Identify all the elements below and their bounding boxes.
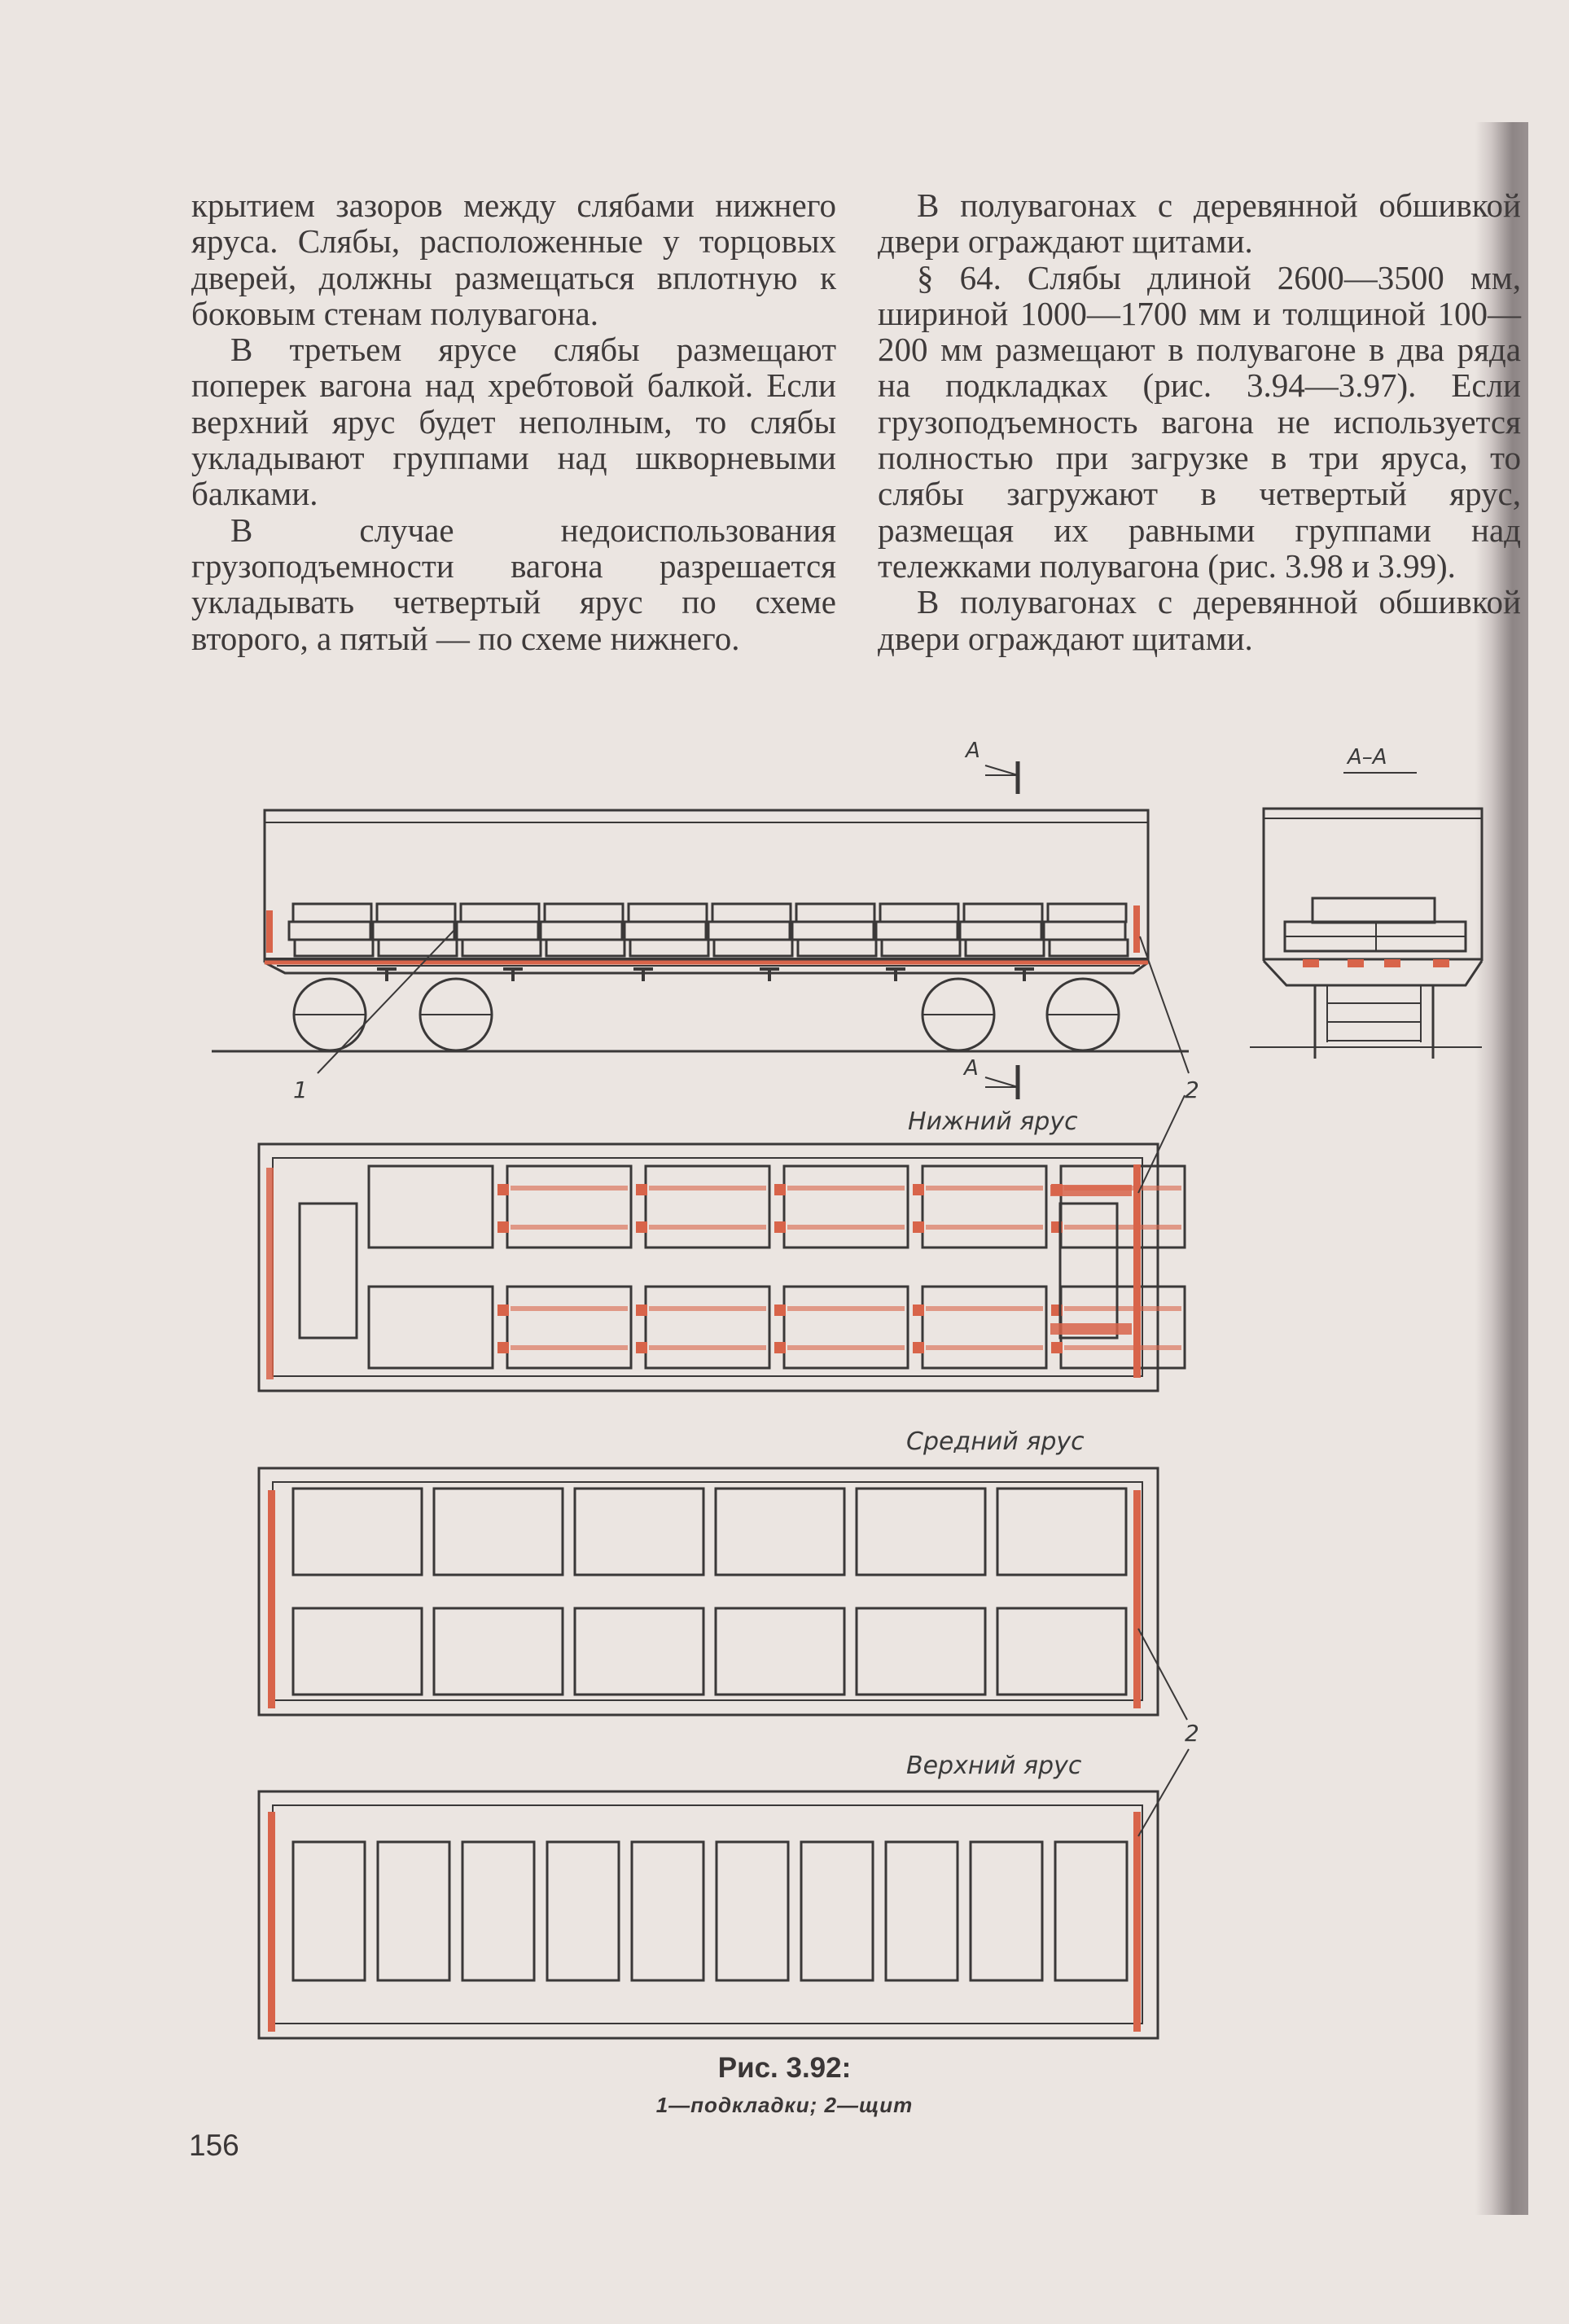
slab-top: [293, 904, 371, 922]
side-view-slabs: [289, 904, 1128, 956]
slab-top: [796, 904, 874, 922]
paragraph: крытием зазоров между слябами нижнего яруса. Слябы, расположенные у торцовых дверей, должны размещаться вплотную к боковым стенам полувагона.: [191, 186, 836, 332]
slab: [293, 1842, 365, 1980]
slab: [801, 1842, 873, 1980]
bearer-end: [774, 1342, 786, 1353]
paragraph: В полувагонах с деревянной обшивкой двери ограждают щитами.: [878, 583, 1521, 657]
section-mark-bottom: А: [964, 1056, 979, 1081]
slab-bottom: [546, 940, 625, 956]
slab: [434, 1489, 563, 1575]
slab-middle: [792, 922, 874, 940]
figure-caption-title: Рис. 3.92:: [717, 2052, 852, 2084]
slab: [575, 1489, 703, 1575]
bearer: [1064, 1225, 1181, 1230]
slab-bottom: [882, 940, 960, 956]
bearer: [649, 1186, 766, 1191]
slab-middle: [373, 922, 454, 940]
bearer-end: [913, 1221, 924, 1233]
plan-upper-tier: [259, 1749, 1189, 2038]
slab: [293, 1608, 422, 1695]
bearer-end: [913, 1184, 924, 1195]
bearer-end: [774, 1221, 786, 1233]
tier-label-middle: Средний ярус: [906, 1427, 1085, 1456]
slab: [434, 1608, 563, 1695]
paragraph: В полувагонах с деревянной обшивкой двери ограждают щитами.: [878, 186, 1521, 261]
plan-middle-tier: [259, 1468, 1187, 1720]
slab: [507, 1287, 631, 1368]
slab-middle: [876, 922, 958, 940]
slab-top: [712, 904, 791, 922]
cross-member: [886, 969, 905, 981]
slab-bottom: [462, 940, 541, 956]
tier-label-lower: Нижний ярус: [908, 1107, 1078, 1136]
slab-middle: [625, 922, 706, 940]
cross-member: [633, 969, 653, 981]
paragraph: В третьем ярусе слябы размещают поперек вагона над хребтовой балкой. Если верхний ярус будет неполным, то слябы укладывают группами над шкворневыми балками.: [191, 331, 836, 513]
page-number: 156: [189, 2129, 239, 2162]
slab-middle: [541, 922, 622, 940]
slab: [997, 1608, 1126, 1695]
slab-bottom: [295, 940, 373, 956]
slab: [923, 1287, 1046, 1368]
bearer-end: [497, 1184, 509, 1195]
bearer: [787, 1225, 905, 1230]
slab-bottom: [714, 940, 792, 956]
slab: [378, 1842, 449, 1980]
cross-member: [377, 969, 397, 981]
bearer-end: [913, 1305, 924, 1316]
callout-1: 1: [293, 1076, 308, 1103]
cross-member: [760, 969, 779, 981]
slab-bottom: [798, 940, 876, 956]
slab: [1061, 1166, 1185, 1248]
bearer: [511, 1345, 628, 1350]
bearer: [649, 1225, 766, 1230]
bearer-end: [497, 1221, 509, 1233]
slab: [923, 1166, 1046, 1248]
cross-member: [503, 969, 523, 981]
paragraph: В случае недоиспользования грузоподъемности вагона разрешается укладывать четвертый ярус по схеме второго, а пятый — по схеме нижнего.: [191, 511, 836, 657]
side-view-sleepers: [377, 969, 1034, 981]
slab-top: [880, 904, 958, 922]
figure-caption-legend: 1—подкладки; 2—щит: [655, 2093, 914, 2117]
bearer: [926, 1345, 1043, 1350]
slab: [717, 1842, 788, 1980]
slab-middle: [1044, 922, 1125, 940]
bearer-end: [636, 1221, 647, 1233]
upper-tier-slabs: [293, 1842, 1127, 1980]
bearer: [787, 1186, 905, 1191]
bearer: [1064, 1345, 1181, 1350]
slab-top: [545, 904, 623, 922]
bearer: [926, 1225, 1043, 1230]
bearer: [511, 1306, 628, 1311]
middle-tier-slabs: [293, 1489, 1126, 1695]
bearer: [511, 1225, 628, 1230]
slab: [369, 1166, 493, 1248]
slab-middle: [960, 922, 1041, 940]
bearer-end: [636, 1184, 647, 1195]
slab: [369, 1287, 493, 1368]
slab-middle: [457, 922, 538, 940]
slab-top: [629, 904, 707, 922]
paragraph: § 64. Слябы длиной 2600—3500 мм, шириной 1000—1700 мм и толщиной 100—200 мм размещают в полувагоне в два ряда на подкладках (рис. 3.94—3.97). Если грузоподъемность вагона не используется полностью при загрузке в три яруса, то слябы загружают в четвертый ярус, размещая их равными группами над тележками полувагона (рис. 3.98 и 3.99).: [878, 258, 1521, 585]
slab-top: [461, 904, 539, 922]
callout-2-lower: 2: [1185, 1076, 1199, 1103]
slab-bottom: [966, 940, 1044, 956]
section-mark-top: А: [966, 739, 980, 763]
bearer: [926, 1306, 1043, 1311]
slab: [646, 1166, 769, 1248]
bearer: [511, 1186, 628, 1191]
bearer-end: [774, 1184, 786, 1195]
bearer-end: [636, 1305, 647, 1316]
slab: [462, 1842, 534, 1980]
slab-bottom: [1050, 940, 1128, 956]
plan-lower-tier: [259, 1095, 1185, 1391]
slab-middle: [708, 922, 790, 940]
slab: [507, 1166, 631, 1248]
callout-2-upper: 2: [1185, 1720, 1199, 1747]
slab-bottom: [379, 940, 457, 956]
bearer: [1064, 1306, 1181, 1311]
slab-middle: [289, 922, 370, 940]
bearer-end: [497, 1305, 509, 1316]
slab: [716, 1489, 844, 1575]
tier-label-upper: Верхний ярус: [906, 1752, 1082, 1780]
slab: [716, 1608, 844, 1695]
bearer: [649, 1306, 766, 1311]
slab: [293, 1489, 422, 1575]
slab: [886, 1842, 958, 1980]
section-label: А–А: [1348, 745, 1387, 770]
bearer: [787, 1345, 905, 1350]
bearer-end: [1051, 1342, 1063, 1353]
slab: [1055, 1842, 1127, 1980]
slab: [632, 1842, 703, 1980]
slab: [857, 1608, 985, 1695]
slab-top: [1048, 904, 1126, 922]
slab: [547, 1842, 619, 1980]
slab: [971, 1842, 1042, 1980]
cross-section-view: [1250, 773, 1482, 1059]
slab: [784, 1287, 908, 1368]
bearer-end: [636, 1342, 647, 1353]
cross-member: [1015, 969, 1034, 981]
slab-bottom: [630, 940, 708, 956]
slab: [575, 1608, 703, 1695]
slab: [997, 1489, 1126, 1575]
bearer-end: [913, 1342, 924, 1353]
bearer: [787, 1306, 905, 1311]
bearer-end: [774, 1305, 786, 1316]
slab: [784, 1166, 908, 1248]
bearer-end: [497, 1342, 509, 1353]
side-view: [212, 761, 1189, 1099]
side-view-wheels: [294, 979, 1119, 1050]
bearer: [926, 1186, 1043, 1191]
slab: [646, 1287, 769, 1368]
bearer: [649, 1345, 766, 1350]
slab-top: [377, 904, 455, 922]
slab: [857, 1489, 985, 1575]
slab-top: [964, 904, 1042, 922]
